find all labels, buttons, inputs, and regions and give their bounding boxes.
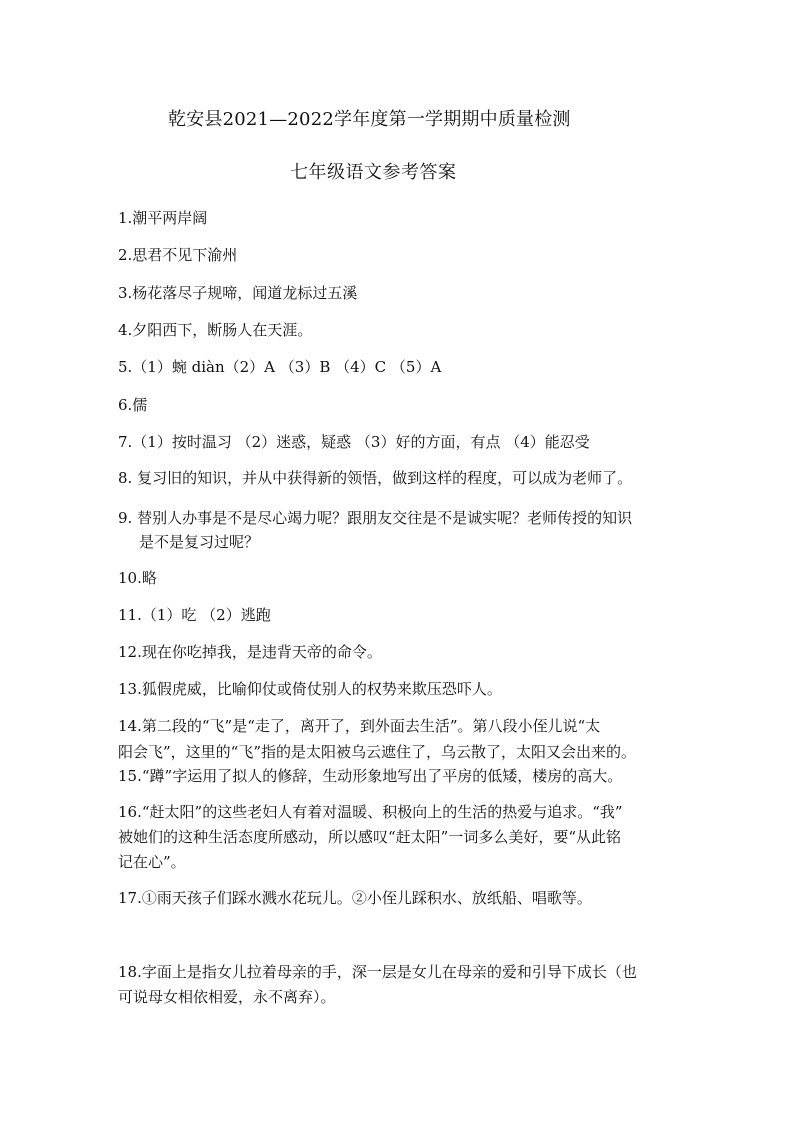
answer-18-line-2: 可说母女相依相爱，永不离弃）。 — [118, 988, 336, 1006]
answer-3: 3.杨花落尽子规啼，闻道龙标过五溪 — [118, 284, 358, 302]
answer-4: 4.夕阳西下，断肠人在天涯。 — [118, 321, 313, 339]
answer-8: 8. 复习旧的知识，并从中获得新的领悟，做到这样的程度，可以成为老师了。 — [118, 469, 633, 487]
answer-14-line-1: 14.第二段的“飞”是“走了，离开了，到外面去生活”。第八段小侄儿说“太 — [118, 717, 601, 735]
answer-1: 1.潮平两岸阔 — [118, 209, 208, 227]
answer-2: 2.思君不见下渝州 — [118, 246, 238, 264]
answer-5: 5.（1）蜿 diàn（2）A （3）B （4）C （5）A — [118, 358, 442, 376]
page-subtitle: 七年级语文参考答案 — [290, 162, 457, 183]
answer-14-line-2: 阳会飞”，这里的“飞”指的是太阳被乌云遮住了，乌云散了，太阳又会出来的。 — [118, 743, 637, 761]
answer-9-line-2: 是不是复习过呢？ — [139, 533, 260, 551]
answer-16-line-3: 记在心”。 — [118, 853, 186, 871]
answer-13: 13.狐假虎威，比喻仰仗或倚仗别人的权势来欺压恐吓人。 — [118, 680, 502, 698]
answer-16-line-2: 被她们的这种生活态度所感动，所以感叹“赶太阳”一词多么美好，要“从此铭 — [118, 828, 622, 846]
answer-6: 6.儒 — [118, 396, 148, 414]
answer-10: 10.略 — [118, 569, 157, 587]
answer-12: 12.现在你吃掉我，是违背天帝的命令。 — [118, 643, 382, 661]
answer-18-line-1: 18.字面上是指女儿拉着母亲的手，深一层是女儿在母亲的爱和引导下成长（也 — [118, 963, 637, 981]
answer-15: 15.“蹲”字运用了拟人的修辞，生动形象地写出了平房的低矮，楼房的高大。 — [118, 767, 623, 785]
page-title: 乾安县2021—2022学年度第一学期期中质量检测 — [168, 109, 571, 130]
answer-17: 17.①雨天孩子们踩水溅水花玩儿。②小侄儿踩积水、放纸船、唱歌等。 — [118, 889, 592, 907]
answer-7: 7.（1）按时温习 （2）迷惑，疑惑 （3）好的方面，有点 （4）能忍受 — [118, 433, 590, 451]
answer-11: 11.（1）吃 （2）逃跑 — [118, 606, 271, 624]
answer-16-line-1: 16.“赶太阳”的这些老妇人有着对温暖、积极向上的生活的热爱与追求。“我” — [118, 803, 623, 821]
answer-9-line-1: 9. 替别人办事是不是尽心竭力呢？跟朋友交往是不是诚实呢？老师传授的知识 — [118, 509, 633, 527]
